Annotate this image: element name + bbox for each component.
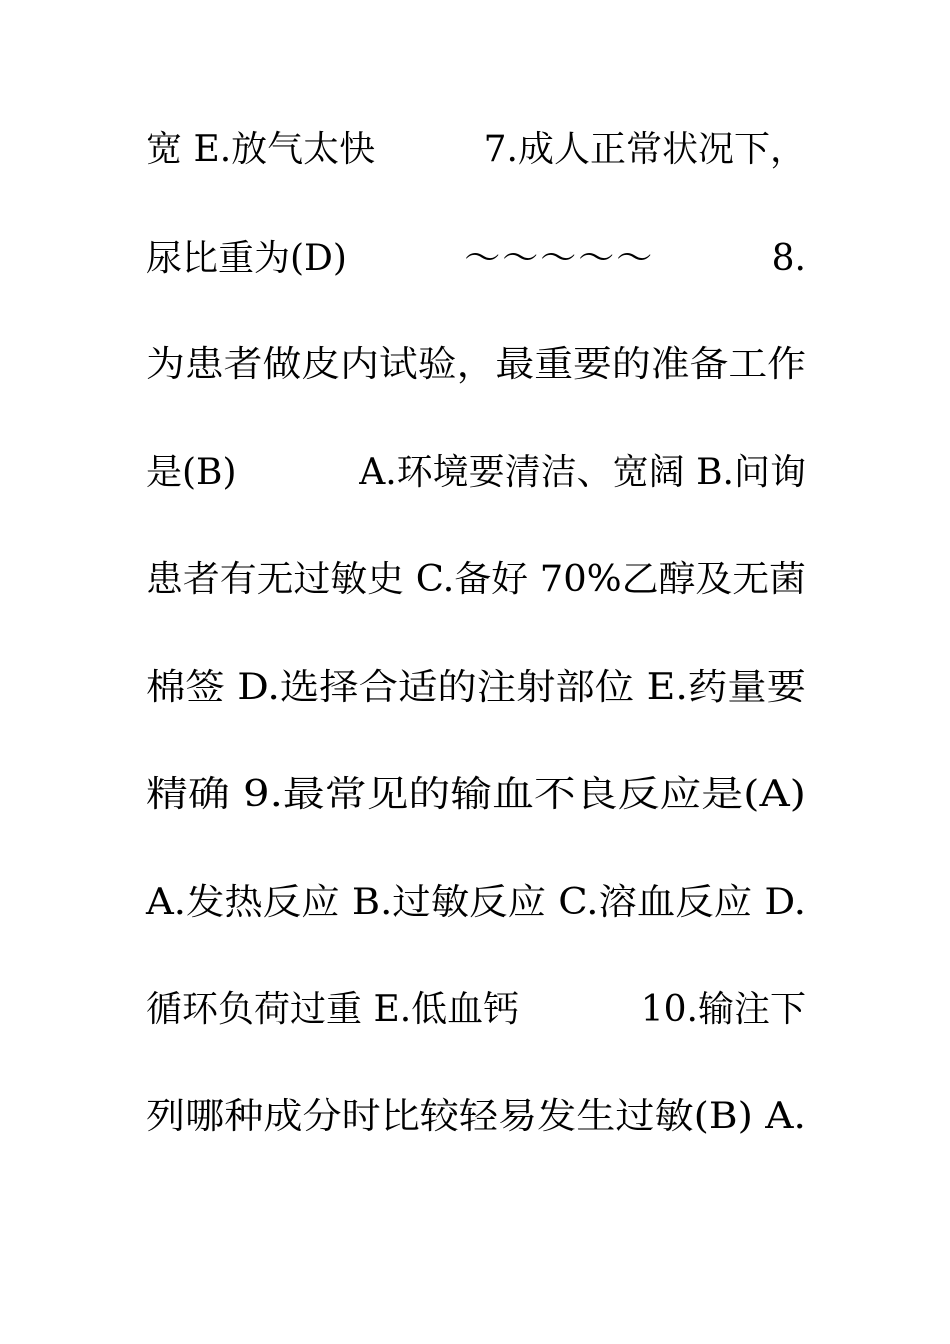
line-5-part-1: 患者有无过敏史 C.备好 70%乙醇及无菌 <box>146 559 807 600</box>
text-line-2 <box>146 229 806 289</box>
text-line-9 <box>146 980 806 1040</box>
line-3-part-1: 为患者做皮内试验，最重要的准备工作 <box>146 344 806 385</box>
line-1-part-1: 宽 E.放气太快 <box>146 129 376 170</box>
line-4-part-1: 是(B) <box>146 452 237 493</box>
text-line-6 <box>146 658 806 718</box>
text-line-7 <box>146 765 806 825</box>
text-line-8 <box>146 873 806 933</box>
line-2-part-3: 8. <box>771 238 806 279</box>
line-8-part-1: A.发热反应 B.过敏反应 C.溶血反应 D. <box>146 882 806 923</box>
text-line-3 <box>146 335 806 395</box>
line-1-part-2: 7.成人正常状况下， <box>483 129 806 170</box>
text-line-4 <box>146 443 806 503</box>
line-9-part-1: 循环负荷过重 E.低血钙 <box>146 989 520 1030</box>
line-7-part-1: 精确 9.最常见的输血不良反应是(A) <box>146 774 807 815</box>
text-line-5 <box>146 550 806 610</box>
line-4-part-2: A.环境要清洁、宽阔 B.问询 <box>359 452 806 493</box>
line-9-part-2: 10.输注下 <box>640 989 806 1030</box>
text-line-1 <box>146 120 806 180</box>
text-line-10 <box>146 1087 806 1147</box>
line-10-part-1: 列哪种成分时比较轻易发生过敏(B) A. <box>146 1096 806 1137</box>
line-2-part-1: 尿比重为(D) <box>146 238 347 279</box>
line-6-part-1: 棉签 D.选择合适的注射部位 E.药量要 <box>146 667 806 708</box>
line-2-part-2: ～～～～～ <box>464 238 655 279</box>
